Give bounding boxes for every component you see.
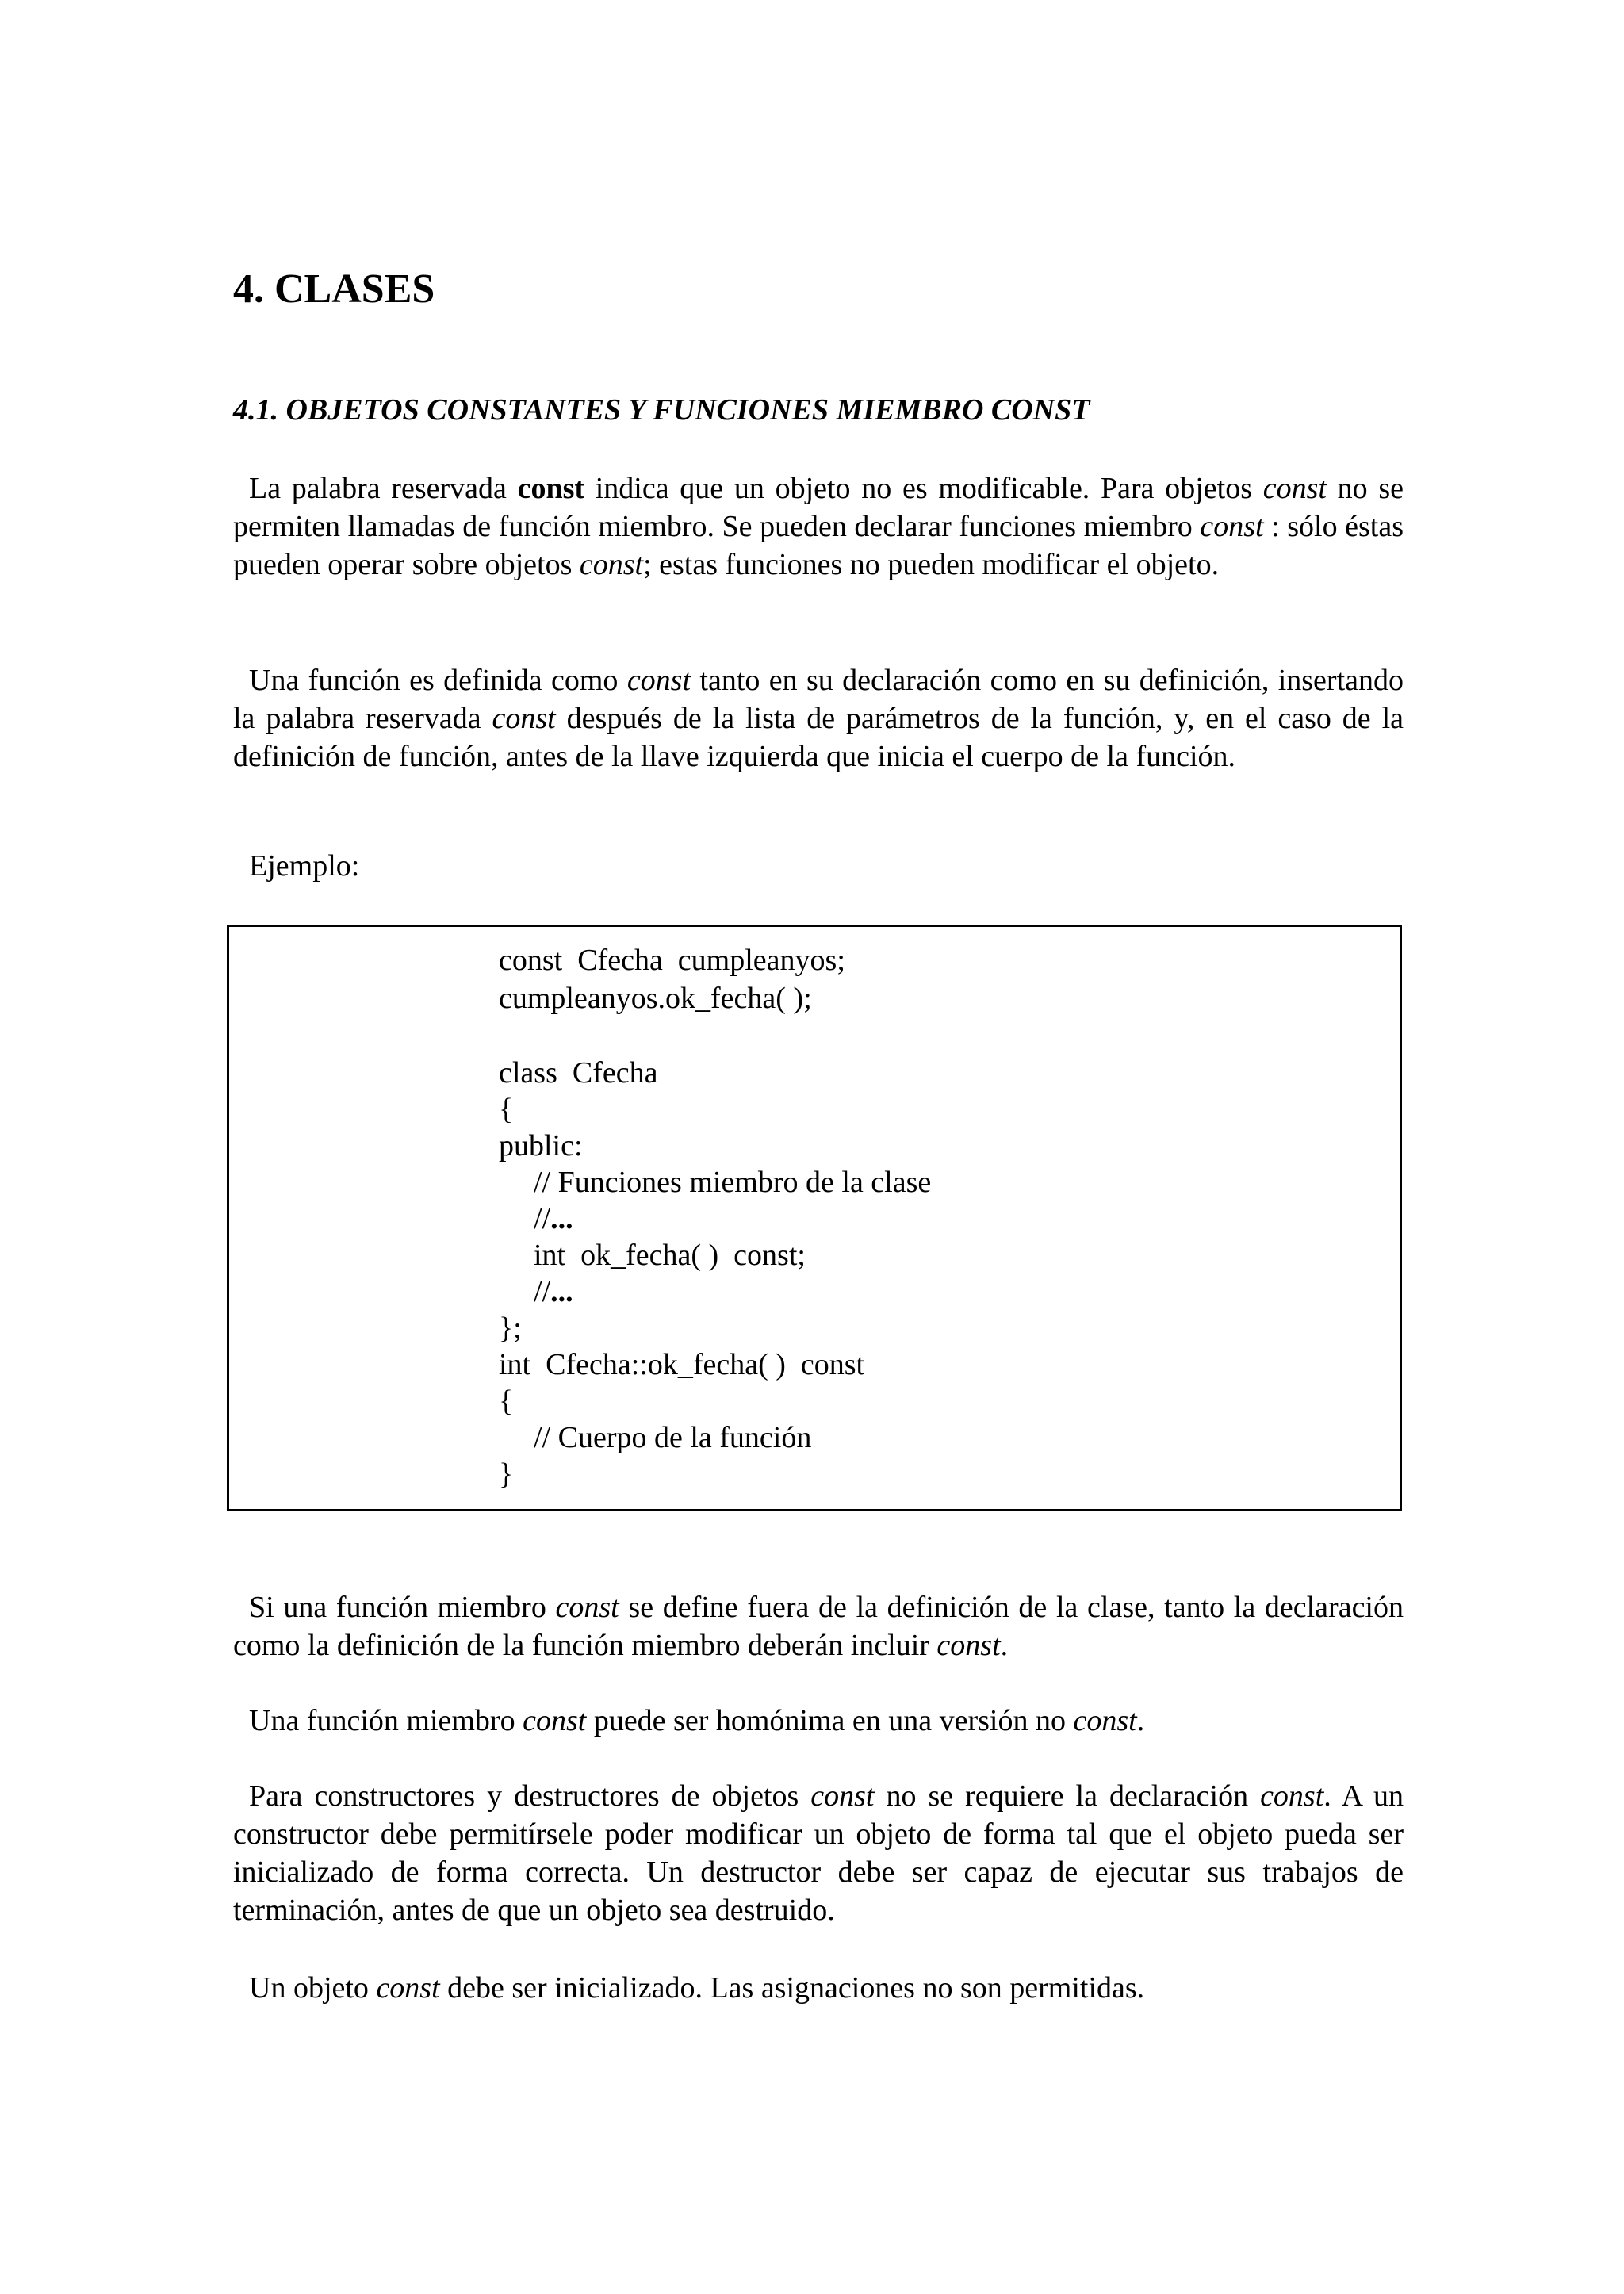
code-line: { xyxy=(499,1093,514,1126)
code-comment: //... xyxy=(534,1275,573,1308)
chapter-heading: 4. CLASES xyxy=(233,266,435,312)
code-comment: //... xyxy=(534,1202,573,1235)
paragraph-const-outside-class: Si una función miembro const se define fuera de la definición de la clase, tanto la declaración como la definición de la función miembro deberán incluir const. xyxy=(233,1591,1404,1662)
code-line: int Cfecha::ok_fecha( ) const xyxy=(499,1348,865,1381)
example-label: Ejemplo: xyxy=(249,849,360,883)
code-line: cumpleanyos.ok_fecha( ); xyxy=(499,982,812,1015)
paragraph-const-keyword: La palabra reservada const indica que un objeto no es modificable. Para objetos const no se permiten llamadas de función miembro. Se pueden declarar funciones miembro const : sólo éstas pueden operar sobre objetos const; estas funciones no pueden modificar el objeto. xyxy=(233,472,1404,581)
paragraph-const-initialization: Un objeto const debe ser inicializado. Las asignaciones no son permitidas. xyxy=(249,1971,1145,2005)
code-line: } xyxy=(499,1457,514,1491)
paragraph-const-overload: Una función miembro const puede ser homónima en una versión no const. xyxy=(249,1704,1145,1737)
code-comment: // Cuerpo de la función xyxy=(534,1421,812,1454)
code-line: int ok_fecha( ) const; xyxy=(534,1239,806,1272)
code-comment: // Funciones miembro de la clase xyxy=(534,1166,932,1199)
code-line: class Cfecha xyxy=(499,1056,658,1090)
section-title: 4.1. OBJETOS CONSTANTES Y FUNCIONES MIEMBRO CONST xyxy=(233,393,1090,427)
code-line: }; xyxy=(499,1312,522,1345)
code-example-box xyxy=(227,925,1402,1511)
code-line: { xyxy=(499,1384,514,1418)
paragraph-const-definition: Una función es definida como const tanto en su declaración como en su definición, insertando la palabra reservada const después de la lista de parámetros de la función, y, en el caso de la definición de función, antes de la llave izquierda que inicia el cuerpo de la función. xyxy=(233,664,1404,773)
code-line: const Cfecha cumpleanyos; xyxy=(499,944,845,977)
code-line: public: xyxy=(499,1129,583,1162)
paragraph-constructors-destructors: Para constructores y destructores de objetos const no se requiere la declaración const. A un constructor debe permitírsele poder modificar un objeto de forma tal que el objeto pueda ser inicializado de forma correcta. Un destructor debe ser capaz de ejecutar sus trabajos de terminación, antes de que un objeto sea destruido. xyxy=(233,1779,1404,1927)
